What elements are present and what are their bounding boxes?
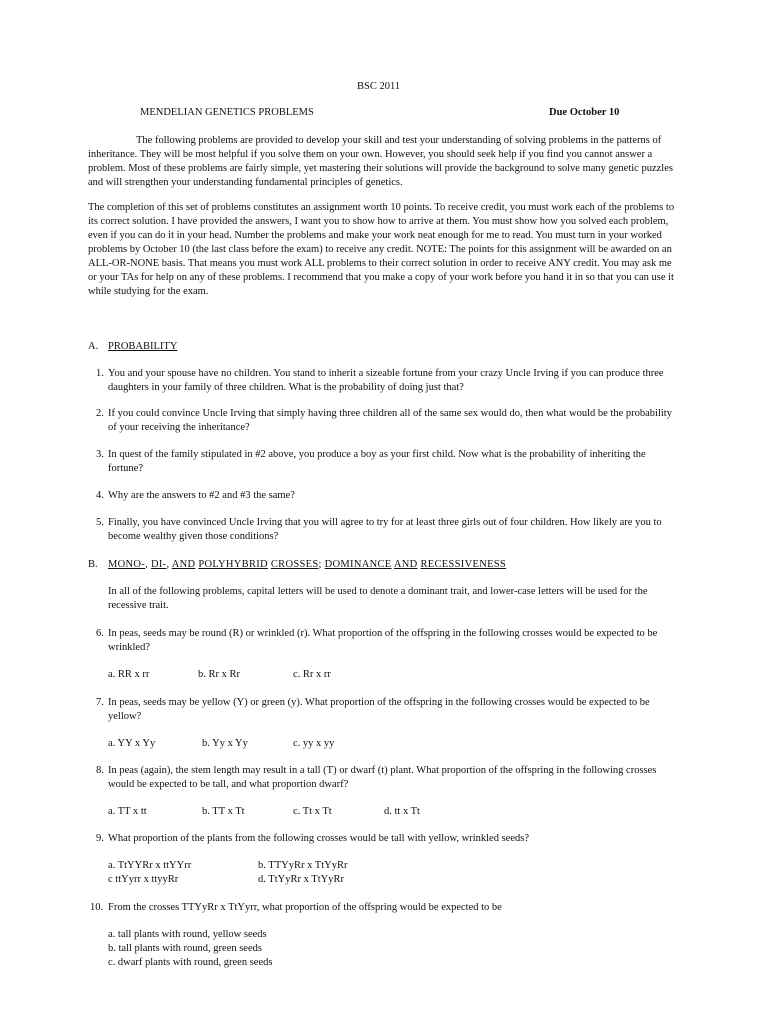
intro-paragraph-2: The completion of this set of problems constitutes an assignment worth 10 points. To receive credit, you must work each of the problems to its correct solution. I have provided the answers, I want you to show how to arrive at them. You must show how you solved each problem, even if you can do it in your head. Number the problems and make your work neat enough for me to read. You must turn in your worked problems by October 10 (the last class before the exam) to receive any credit. NOTE: The points for this assignment will be awarded on an ALL-OR-NONE basis. That means you must work ALL problems to their correct solution in order to receive ANY credit. You may ask me or your TAs for help on any of these problems. I recommend that you make a copy of your work before you hand it in so that you can use it while studying for the exam. bbox=[88, 202, 675, 297]
intro-paragraph-1: The following problems are provided to develop your skill and test your understanding of solving problems in the patterns of inheritance. They will be most helpful if you solve them on your own. However, you should seek help if you find you cannot answer a problem. Most of these problems are fairly simple, yet mastering their solutions will provide the background to solve many genetic puzzles and will strengthen your understanding fundamental principles of genetics. bbox=[88, 135, 673, 188]
title-part: DI- bbox=[150, 559, 167, 570]
option-c: c. Rr x rr bbox=[293, 669, 331, 680]
option-c: c ttYyrr x ttyyRr bbox=[108, 874, 179, 885]
option-d: d. tt x Tt bbox=[384, 806, 420, 817]
title-part: POLYHYBRID bbox=[198, 559, 268, 570]
question-number: 6. bbox=[96, 628, 104, 639]
question-text: In peas (again), the stem length may result in a tall (T) or dwarf (t) plant. What proportion of the offspring in the following crosses would be expected to be tall, and what proportion dwarf? bbox=[108, 765, 657, 790]
option-c: c. dwarf plants with round, green seeds bbox=[108, 957, 273, 968]
question-number: 10. bbox=[90, 902, 104, 913]
question-number: 8. bbox=[96, 765, 104, 776]
title-part: MONO- bbox=[108, 559, 146, 570]
question-number: 9. bbox=[96, 833, 104, 844]
option-a: a. tall plants with round, yellow seeds bbox=[108, 929, 267, 940]
question-text: From the crosses TTYyRr x TtYyrr, what proportion of the offspring would be expected to be bbox=[108, 902, 502, 913]
option-b: b. Yy x Yy bbox=[202, 738, 248, 749]
option-c: c. Tt x Tt bbox=[293, 806, 332, 817]
option-c: c. yy x yy bbox=[293, 738, 335, 749]
option-a: a. TtYYRr x ttYYrr bbox=[108, 860, 192, 871]
title-part: ; bbox=[318, 559, 325, 570]
option-b: b. TT x Tt bbox=[202, 806, 245, 817]
question-text: If you could convince Uncle Irving that simply having three children all of the same sex would do, then what would be the probability of your receiving the inheritance? bbox=[108, 408, 672, 433]
option-b: b. Rr x Rr bbox=[198, 669, 240, 680]
section-b-letter: B. bbox=[88, 559, 98, 570]
question-text: In quest of the family stipulated in #2 above, you produce a boy as your first child. Now what is the probability of inheriting the fortune? bbox=[108, 449, 646, 474]
question-text: What proportion of the plants from the following crosses would be tall with yellow, wrinkled seeds? bbox=[108, 833, 529, 844]
title-part: AND bbox=[171, 559, 196, 570]
option-a: a. YY x Yy bbox=[108, 738, 156, 749]
option-a: a. TT x tt bbox=[108, 806, 147, 817]
question-number: 5. bbox=[96, 517, 104, 528]
section-a-letter: A. bbox=[88, 341, 99, 352]
title-part: DOMINANCE bbox=[324, 559, 392, 570]
question-text: Finally, you have convinced Uncle Irving that you will agree to try for at least three girls out of four children. How likely are you to become wealthy given those conditions? bbox=[108, 517, 662, 542]
question-number: 3. bbox=[96, 449, 104, 460]
section-b-title bbox=[108, 558, 506, 572]
question-number: 1. bbox=[96, 368, 104, 379]
title-part: , bbox=[145, 559, 151, 570]
option-a: a. RR x rr bbox=[108, 669, 150, 680]
title-part: CROSSES bbox=[270, 559, 319, 570]
title-part: AND bbox=[393, 559, 418, 570]
option-b: b. TTYyRr x TtYyRr bbox=[258, 860, 348, 871]
question-text: In peas, seeds may be round (R) or wrinkled (r). What proportion of the offspring in the following crosses would be expected to be wrinkled? bbox=[108, 628, 658, 653]
title-part: RECESSIVENESS bbox=[420, 559, 507, 570]
section-b-intro: In all of the following problems, capital letters will be used to denote a dominant trait, and lower-case letters will be used for the recessive trait. bbox=[108, 586, 648, 611]
question-number: 4. bbox=[96, 490, 104, 501]
option-b: b. tall plants with round, green seeds bbox=[108, 943, 262, 954]
question-text: In peas, seeds may be yellow (Y) or green (y). What proportion of the offspring in the following crosses would be expected to be yellow? bbox=[108, 697, 650, 722]
section-a-title: PROBABILITY bbox=[108, 341, 178, 352]
due-date: Due October 10 bbox=[549, 107, 620, 118]
option-d: d. TtYyRr x TtYyRr bbox=[258, 874, 344, 885]
question-number: 2. bbox=[96, 408, 104, 419]
question-text: You and your spouse have no children. You stand to inherit a sizeable fortune from your crazy Uncle Irving if you can produce three daughters in your family of three children. What is the probability of doing just that? bbox=[108, 368, 664, 393]
title-part: , bbox=[166, 559, 172, 570]
question-number: 7. bbox=[96, 697, 104, 708]
document-title: MENDELIAN GENETICS PROBLEMS bbox=[140, 107, 314, 118]
course-code: BSC 2011 bbox=[357, 81, 401, 92]
question-text: Why are the answers to #2 and #3 the same? bbox=[108, 490, 295, 501]
